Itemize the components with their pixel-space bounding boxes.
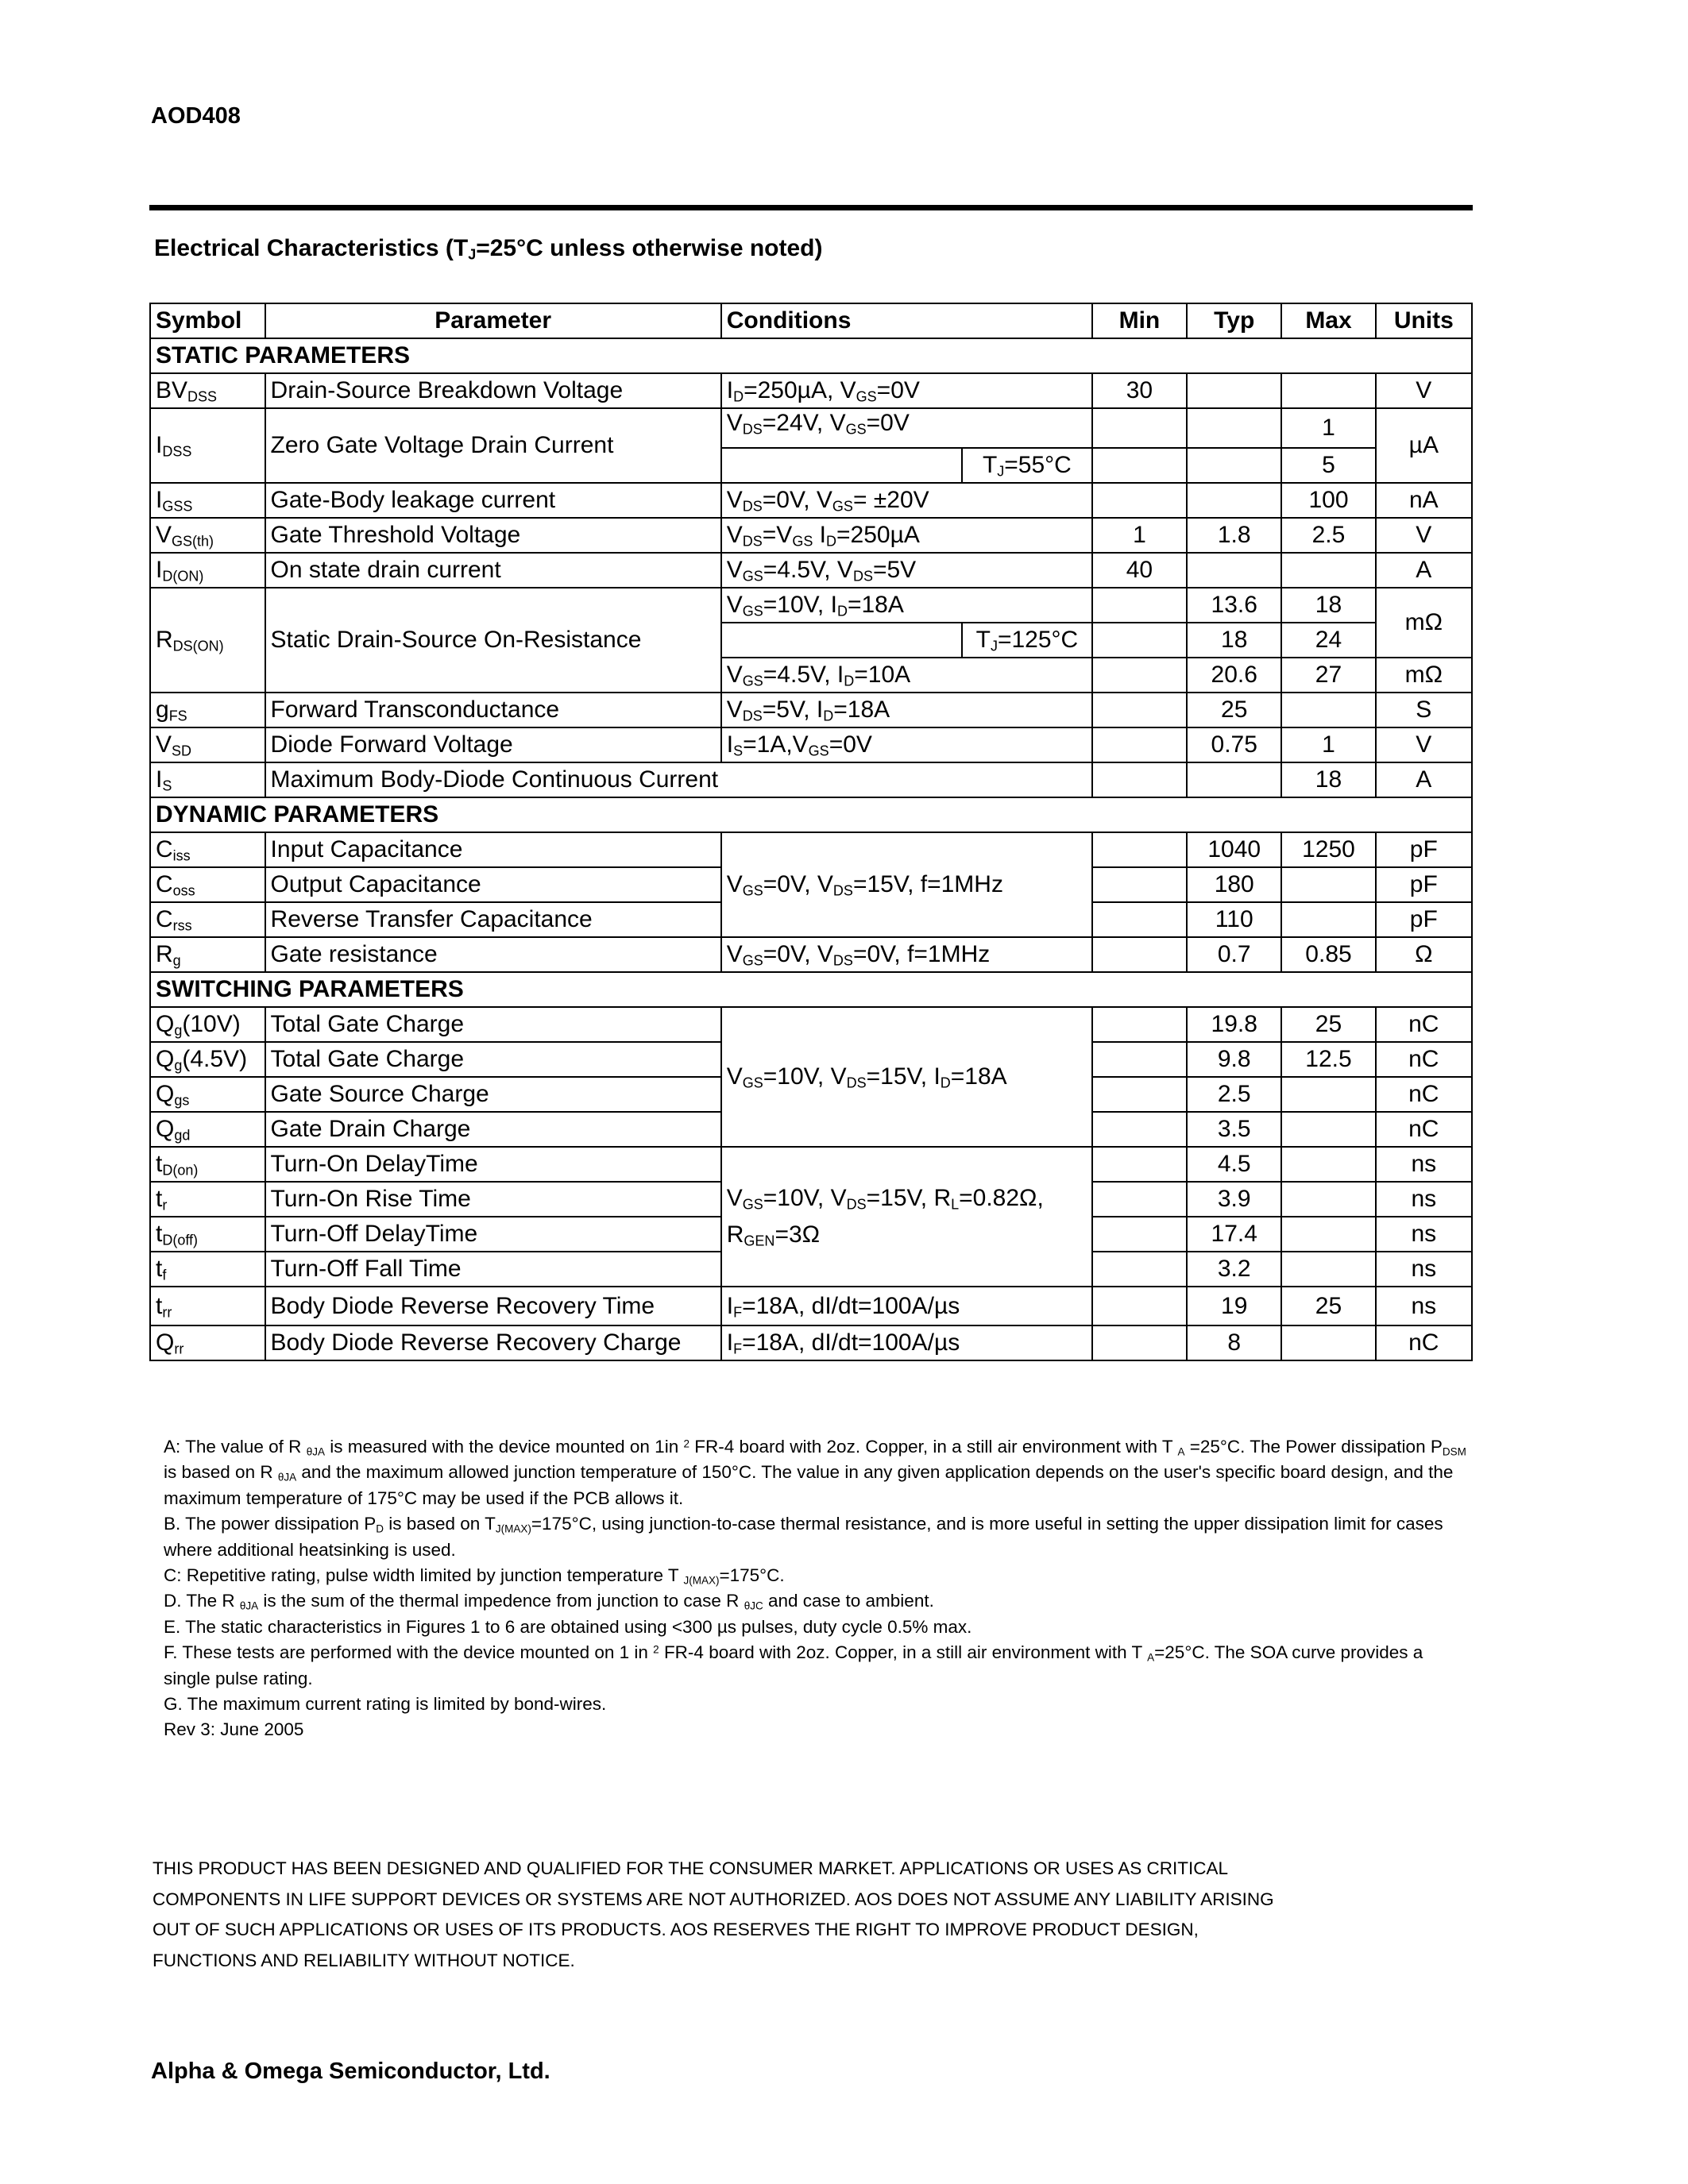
min-cell	[1092, 1007, 1187, 1042]
max-cell	[1281, 373, 1375, 408]
min-cell	[1092, 448, 1187, 483]
conditions-cell: $V_{GS}=0V$, $V_{DS}=0V$, f=1MHz	[721, 937, 1092, 972]
section-title: Electrical Characteristics ($T_J=25^\circ C$ unless otherwise noted)	[154, 235, 823, 263]
conditions-cell: $V_{DS}=V_{GS}$ $I_D=250\mu A$	[721, 518, 1092, 553]
typ-cell: 4.5	[1187, 1147, 1281, 1182]
min-cell: 40	[1092, 553, 1187, 588]
parameter-cell: Diode Forward Voltage	[265, 727, 721, 762]
min-cell	[1092, 937, 1187, 972]
symbol-cell: $I_{D(ON)}$	[150, 553, 265, 588]
typ-cell: 9.8	[1187, 1042, 1281, 1077]
symbol-cell: $C_{oss}$	[150, 867, 265, 902]
symbol-cell: $I_{DSS}$	[150, 408, 265, 483]
symbol-cell: $R_g$	[150, 937, 265, 972]
min-cell	[1092, 658, 1187, 693]
symbol-cell: $BV_{DSS}$	[150, 373, 265, 408]
max-cell: 2.5	[1281, 518, 1375, 553]
parameter-cell: Turn-On Rise Time	[265, 1182, 721, 1217]
units-cell: pF	[1376, 832, 1472, 867]
parameter-cell: Gate Threshold Voltage	[265, 518, 721, 553]
units-cell: A	[1376, 553, 1472, 588]
units-cell: ns	[1376, 1252, 1472, 1287]
max-cell: 0.85	[1281, 937, 1375, 972]
parameter-cell: Drain-Source Breakdown Voltage	[265, 373, 721, 408]
min-cell	[1092, 727, 1187, 762]
typ-cell: 25	[1187, 693, 1281, 727]
min-cell: 30	[1092, 373, 1187, 408]
header-rule	[149, 205, 1473, 210]
header-max: Max	[1281, 303, 1375, 338]
footnote-d: D. The R $_{\theta JA}$ is the sum of the thermal impedence from junction to case R $_{\theta JC}$ and case to ambient.	[164, 1591, 934, 1612]
max-cell	[1281, 1252, 1375, 1287]
table-row	[150, 588, 1472, 623]
footnote-a: A: The value of R $_{\theta JA}$ is measured with the device mounted on 1in $^2$ FR-4 board with 2oz. Copper, in a still air environment with T $_A$ =25°C. The Power dissipation $P_{DSM}$ is based on R $_{\theta JA}$ and the maximum allowed junction temperature of 150°C. The value in any given application depends on the user's specific board design, and the maximum temperature of 175°C may be used if the PCB allows it.	[164, 1437, 1466, 1508]
parameter-cell: Gate resistance	[265, 937, 721, 972]
table-row	[150, 1287, 1472, 1325]
min-cell	[1092, 1112, 1187, 1147]
typ-cell: 2.5	[1187, 1077, 1281, 1112]
conditions-cell: $I_S=1A,V_{GS}=0V$	[721, 727, 1092, 762]
min-cell	[1092, 1042, 1187, 1077]
typ-cell: 1040	[1187, 832, 1281, 867]
conditions-cell: $I_D=250\mu A$, $V_{GS}=0V$	[721, 373, 1092, 408]
max-cell	[1281, 867, 1375, 902]
units-cell: nC	[1376, 1077, 1472, 1112]
parameter-cell: Gate-Body leakage current	[265, 483, 721, 518]
max-cell: 12.5	[1281, 1042, 1375, 1077]
tj-condition-cell: $T_J=55^\circ C$	[962, 448, 1092, 483]
min-cell	[1092, 1325, 1187, 1360]
max-cell: 1250	[1281, 832, 1375, 867]
typ-cell: 110	[1187, 902, 1281, 937]
conditions-cell: $V_{GS}=4.5V$, $V_{DS}=5V$	[721, 553, 1092, 588]
parameter-cell: Turn-On DelayTime	[265, 1147, 721, 1182]
parameter-cell: Output Capacitance	[265, 867, 721, 902]
table-row	[150, 1147, 1472, 1182]
parameter-cell: Total Gate Charge	[265, 1007, 721, 1042]
parameter-cell: On state drain current	[265, 553, 721, 588]
units-cell: nC	[1376, 1042, 1472, 1077]
section-static: STATIC PARAMETERS	[150, 338, 1472, 373]
max-cell: 25	[1281, 1287, 1375, 1325]
units-cell: Ω	[1376, 937, 1472, 972]
max-cell: 18	[1281, 762, 1375, 797]
symbol-cell: $Q_{gs}$	[150, 1077, 265, 1112]
max-cell	[1281, 1217, 1375, 1252]
units-cell: ns	[1376, 1147, 1472, 1182]
symbol-cell: $Q_{rr}$	[150, 1325, 265, 1360]
symbol-cell: $t_r$	[150, 1182, 265, 1217]
units-cell: nC	[1376, 1007, 1472, 1042]
typ-cell	[1187, 448, 1281, 483]
min-cell	[1092, 693, 1187, 727]
min-cell	[1092, 1287, 1187, 1325]
symbol-cell: $V_{GS(th)}$	[150, 518, 265, 553]
max-cell	[1281, 1112, 1375, 1147]
header-min: Min	[1092, 303, 1187, 338]
typ-cell: 17.4	[1187, 1217, 1281, 1252]
header-units: Units	[1376, 303, 1472, 338]
typ-cell: 0.7	[1187, 937, 1281, 972]
min-cell	[1092, 623, 1187, 658]
typ-cell	[1187, 553, 1281, 588]
table-row	[150, 727, 1472, 762]
disclaimer-line: COMPONENTS IN LIFE SUPPORT DEVICES OR SYSTEMS ARE NOT AUTHORIZED. AOS DOES NOT ASSUME ANY LIABILITY ARISING	[153, 1889, 1274, 1909]
symbol-cell: $t_{rr}$	[150, 1287, 265, 1325]
parameter-cell: Maximum Body-Diode Continuous Current	[265, 762, 1092, 797]
max-cell: 1	[1281, 408, 1375, 448]
table-row	[150, 518, 1472, 553]
units-cell: mΩ	[1376, 658, 1472, 693]
footnote-e: E. The static characteristics in Figures 1 to 6 are obtained using <300 µs pulses, duty cycle 0.5% max.	[164, 1616, 972, 1637]
units-cell: ns	[1376, 1287, 1472, 1325]
units-cell: nA	[1376, 483, 1472, 518]
typ-cell: 1.8	[1187, 518, 1281, 553]
symbol-cell: $C_{rss}$	[150, 902, 265, 937]
parameter-cell: Total Gate Charge	[265, 1042, 721, 1077]
max-cell: 25	[1281, 1007, 1375, 1042]
section-dynamic: DYNAMIC PARAMETERS	[150, 797, 1472, 832]
header-typ: Typ	[1187, 303, 1281, 338]
tj-condition-cell: $T_J=125^\circ C$	[962, 623, 1092, 658]
units-cell: V	[1376, 727, 1472, 762]
footnotes	[164, 1434, 1466, 1743]
parameter-cell: Gate Drain Charge	[265, 1112, 721, 1147]
company-name: Alpha & Omega Semiconductor, Ltd.	[151, 2059, 550, 2084]
switch-conditions-line1: $V_{GS}=10V$, $V_{DS}=15V$, $R_L=0.82\Omega$,	[726, 1184, 1044, 1212]
symbol-cell: $Q_g(10V)$	[150, 1007, 265, 1042]
min-cell	[1092, 832, 1187, 867]
symbol-cell: $I_{GSS}$	[150, 483, 265, 518]
units-cell: nC	[1376, 1325, 1472, 1360]
typ-cell	[1187, 373, 1281, 408]
typ-cell: 3.5	[1187, 1112, 1281, 1147]
parameter-cell: Input Capacitance	[265, 832, 721, 867]
table-row	[150, 483, 1472, 518]
min-cell	[1092, 762, 1187, 797]
conditions-cell: $V_{GS}=10V$, $I_D=18A$	[721, 588, 1092, 623]
symbol-cell: $I_S$	[150, 762, 265, 797]
part-number: AOD408	[151, 103, 241, 129]
units-cell: pF	[1376, 867, 1472, 902]
typ-cell: 20.6	[1187, 658, 1281, 693]
units-cell: mΩ	[1376, 588, 1472, 658]
table-row	[150, 832, 1472, 867]
max-cell: 100	[1281, 483, 1375, 518]
revision-note: Rev 3: June 2005	[164, 1719, 304, 1740]
conditions-cell	[721, 1147, 1092, 1287]
conditions-cell: $V_{GS}=4.5V$, $I_D=10A$	[721, 658, 1092, 693]
min-cell	[1092, 1147, 1187, 1182]
typ-cell: 3.2	[1187, 1252, 1281, 1287]
switch-conditions-line2: $R_{GEN}=3\Omega$	[726, 1221, 821, 1249]
typ-cell	[1187, 483, 1281, 518]
footnote-f: F. These tests are performed with the device mounted on 1 in $^2$ FR-4 board with 2oz. Copper, in a still air environment with T $_A$=25°C. The SOA curve provides a single pulse rating.	[164, 1642, 1423, 1688]
table-row	[150, 1325, 1472, 1360]
min-cell	[1092, 1182, 1187, 1217]
footnote-g: G. The maximum current rating is limited by bond-wires.	[164, 1694, 607, 1715]
max-cell: 1	[1281, 727, 1375, 762]
table-row	[150, 762, 1472, 797]
parameter-cell: Body Diode Reverse Recovery Charge	[265, 1325, 721, 1360]
max-cell	[1281, 1147, 1375, 1182]
disclaimer-line: OUT OF SUCH APPLICATIONS OR USES OF ITS PRODUCTS. AOS RESERVES THE RIGHT TO IMPROVE PRODUCT DESIGN,	[153, 1920, 1199, 1940]
symbol-cell: $Q_{gd}$	[150, 1112, 265, 1147]
typ-cell	[1187, 762, 1281, 797]
parameter-cell: Body Diode Reverse Recovery Time	[265, 1287, 721, 1325]
header-symbol: Symbol	[150, 303, 265, 338]
typ-cell: 3.9	[1187, 1182, 1281, 1217]
symbol-cell: $Q_g(4.5V)$	[150, 1042, 265, 1077]
units-cell: V	[1376, 518, 1472, 553]
typ-cell: 180	[1187, 867, 1281, 902]
parameter-cell: Forward Transconductance	[265, 693, 721, 727]
typ-cell: 13.6	[1187, 588, 1281, 623]
min-cell	[1092, 408, 1187, 448]
units-cell: pF	[1376, 902, 1472, 937]
parameter-cell: Gate Source Charge	[265, 1077, 721, 1112]
max-cell	[1281, 553, 1375, 588]
symbol-cell: $V_{SD}$	[150, 727, 265, 762]
max-cell: 24	[1281, 623, 1375, 658]
symbol-cell: $C_{iss}$	[150, 832, 265, 867]
symbol-cell: $t_{D(off)}$	[150, 1217, 265, 1252]
disclaimer	[153, 1854, 1503, 1976]
conditions-cell: $I_F=18A$, dI/dt=100A/µs	[721, 1287, 1092, 1325]
typ-cell: 19	[1187, 1287, 1281, 1325]
conditions-cell: $V_{GS}=10V$, $V_{DS}=15V$, $I_D=18A$	[721, 1007, 1092, 1147]
table-row	[150, 1007, 1472, 1042]
header-conditions: Conditions	[721, 303, 1092, 338]
max-cell	[1281, 1182, 1375, 1217]
max-cell: 27	[1281, 658, 1375, 693]
units-cell: V	[1376, 373, 1472, 408]
parameter-cell: Zero Gate Voltage Drain Current	[265, 408, 721, 483]
min-cell	[1092, 1077, 1187, 1112]
table-row	[150, 937, 1472, 972]
parameter-cell: Turn-Off DelayTime	[265, 1217, 721, 1252]
footnote-b: B. The power dissipation $P_D$ is based on $T_{J(MAX)}=175^\circ C$, using junction-to-case thermal resistance, and is more useful in setting the upper dissipation limit for cases where additional heatsinking is used.	[164, 1514, 1443, 1560]
conditions-cell: $V_{DS}=0V$, $V_{GS}= \pm 20V$	[721, 483, 1092, 518]
symbol-cell: $R_{DS(ON)}$	[150, 588, 265, 693]
footnote-c: C: Repetitive rating, pulse width limited by junction temperature T $_{J(MAX)}$=175°C.	[164, 1565, 785, 1587]
max-cell: 5	[1281, 448, 1375, 483]
typ-cell	[1187, 408, 1281, 448]
max-cell	[1281, 902, 1375, 937]
table-row	[150, 373, 1472, 408]
units-cell: µA	[1376, 408, 1472, 483]
symbol-cell: $t_{D(on)}$	[150, 1147, 265, 1182]
typ-cell: 18	[1187, 623, 1281, 658]
conditions-cell: $V_{GS}=0V$, $V_{DS}=15V$, f=1MHz	[721, 832, 1092, 937]
typ-cell: 19.8	[1187, 1007, 1281, 1042]
table-row	[150, 408, 1472, 448]
parameter-cell: Reverse Transfer Capacitance	[265, 902, 721, 937]
conditions-cell: $V_{DS}=24V$, $V_{GS}=0V$	[721, 408, 1092, 448]
typ-cell: 0.75	[1187, 727, 1281, 762]
max-cell	[1281, 693, 1375, 727]
section-switching: SWITCHING PARAMETERS	[150, 972, 1472, 1007]
units-cell: A	[1376, 762, 1472, 797]
units-cell: nC	[1376, 1112, 1472, 1147]
symbol-cell: $g_{FS}$	[150, 693, 265, 727]
max-cell	[1281, 1325, 1375, 1360]
conditions-spacer	[721, 623, 962, 658]
typ-cell: 8	[1187, 1325, 1281, 1360]
min-cell: 1	[1092, 518, 1187, 553]
conditions-spacer	[721, 448, 962, 483]
conditions-cell: $V_{DS}=5V$, $I_D=18A$	[721, 693, 1092, 727]
parameter-cell: Static Drain-Source On-Resistance	[265, 588, 721, 693]
table-row	[150, 693, 1472, 727]
electrical-characteristics-table	[149, 303, 1473, 1361]
units-cell: S	[1376, 693, 1472, 727]
disclaimer-line: THIS PRODUCT HAS BEEN DESIGNED AND QUALIFIED FOR THE CONSUMER MARKET. APPLICATIONS OR USES AS CRITICAL	[153, 1858, 1228, 1878]
table-header-row	[150, 303, 1472, 338]
symbol-cell: $t_f$	[150, 1252, 265, 1287]
max-cell: 18	[1281, 588, 1375, 623]
units-cell: ns	[1376, 1182, 1472, 1217]
parameter-cell: Turn-Off Fall Time	[265, 1252, 721, 1287]
min-cell	[1092, 588, 1187, 623]
min-cell	[1092, 483, 1187, 518]
min-cell	[1092, 1252, 1187, 1287]
min-cell	[1092, 1217, 1187, 1252]
max-cell	[1281, 1077, 1375, 1112]
units-cell: ns	[1376, 1217, 1472, 1252]
min-cell	[1092, 867, 1187, 902]
header-parameter: Parameter	[265, 303, 721, 338]
conditions-cell: $I_F=18A$, dI/dt=100A/µs	[721, 1325, 1092, 1360]
disclaimer-line: FUNCTIONS AND RELIABILITY WITHOUT NOTICE.	[153, 1950, 575, 1970]
table-row	[150, 553, 1472, 588]
min-cell	[1092, 902, 1187, 937]
